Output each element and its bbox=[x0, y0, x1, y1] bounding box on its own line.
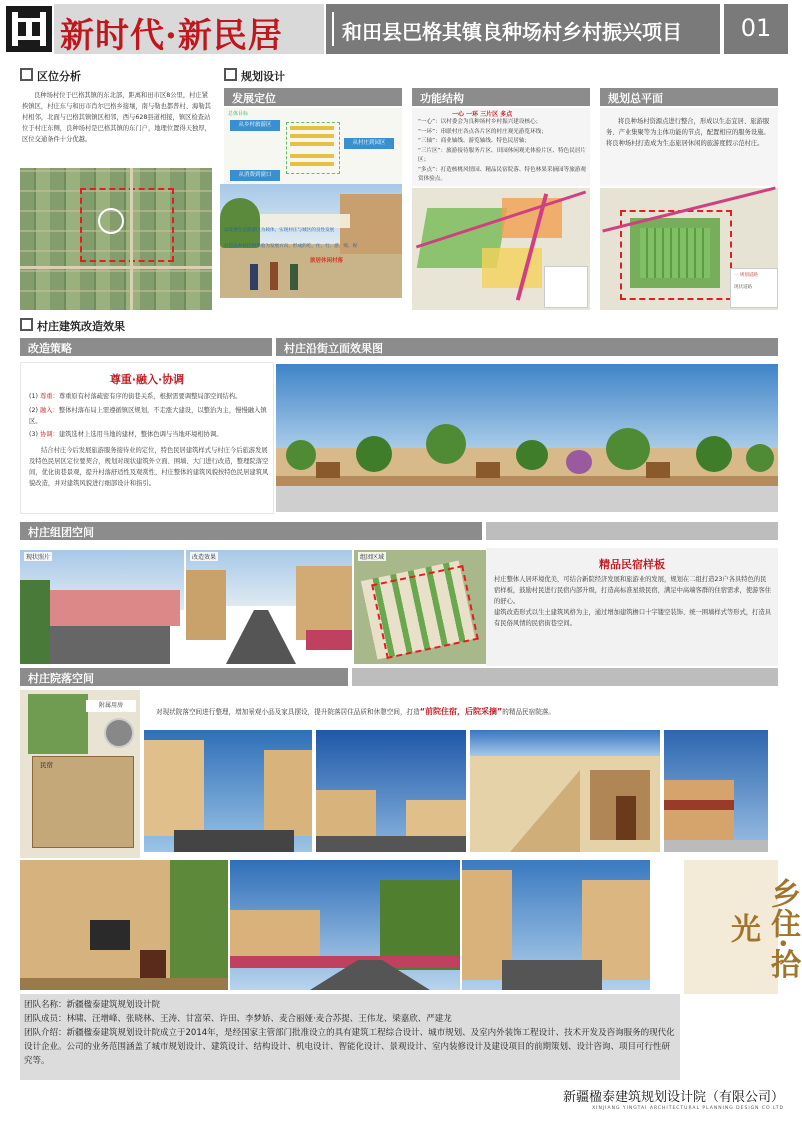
cluster-photo-existing bbox=[20, 550, 184, 664]
master-legend-1: 一 规划道路 bbox=[734, 273, 758, 278]
strategy-box bbox=[20, 362, 274, 514]
strategy-item-1: (1) 尊重：尊重原有村落疏密有序的街巷关系，根据需要调整局部空间结构。 bbox=[29, 393, 242, 400]
strategy-item-2: (2) 融入：整体村落布局上需遵循镇区规划，不走涨大建设，以整治为主，慢慢融入镇区。 bbox=[29, 407, 267, 425]
courtyard-photo-5 bbox=[20, 860, 228, 990]
courtyard-plan bbox=[20, 690, 140, 858]
master-plan-text: 将良种场村资源点进行整合，形成以生态宜居、旅游服务、产业集聚等为主体功能的节点，配置相应的服务设施。将良种场村打造成为生态旅居休闲的旅游度假示范村庄。 bbox=[606, 118, 770, 147]
homestay-box bbox=[486, 548, 778, 666]
courtyard-photo-1 bbox=[144, 730, 312, 852]
courtyard-photo-3 bbox=[470, 730, 660, 852]
location-text: 良种场村位于巴格其镇的东北部，距离和田市区8公里，村庄紧挨镇区，村庄东与和田市肖尔巴格乡接壤，南与勒也都普村、海勒其村相邻，北面与巴格其镇镇区相邻，西与628县道相接，镇区检查站位于村庄东侧，良种场村是巴格其镇的东门户，地理位置得天独厚，区位交通条件十分优越。 bbox=[22, 92, 211, 143]
cluster-photo2-tag: 改造效果 bbox=[192, 554, 217, 561]
function-structure-map bbox=[412, 188, 590, 310]
cluster-area-map bbox=[354, 550, 486, 664]
cluster-photo-renovated bbox=[186, 550, 352, 664]
tab-elevation: 村庄沿街立面效果图 bbox=[276, 338, 778, 356]
cluster-photo3-tag: 组团区域 bbox=[360, 554, 385, 561]
homestay-text: 村庄整体人居环境优美，可结合新院经济发展和旅游业的发展，规划在二组打造23户各具特色的民宿样板，鼓励村民进行民宿内部升级，打造高标准星级民宿，满足中高端客群的住宿需求，使游客住的舒心。 建筑改造形式以生土建筑风格为主，通过增加建筑檐口十字镂空装饰、统一围墙样式等形式，打造具有民俗风情的民宿街巷空间。 bbox=[494, 576, 772, 627]
street-elevation-rendering bbox=[276, 364, 778, 512]
location-satellite-map bbox=[20, 168, 212, 310]
section-heading-planning: 规划设计 bbox=[224, 68, 285, 84]
tab-courtyard: 村庄院落空间 bbox=[20, 668, 348, 686]
team-intro-line: 团队介绍：新疆楹泰建筑规划设计院成立于2014年，是经国家主管部门批准设立的具有建筑工程综合设计、城市规划、及室内外装饰工程设计、技术开发及咨询服务的现代化设计企业。公司的业务范围涵盖了城市规划设计、建筑设计、结构设计、机电设计、智能化设计、景观设计、室内装修设计及建设项目的前期策划、设计咨询、项目可行性研究等。 bbox=[24, 1028, 675, 1066]
master-legend-2: 现状道路 bbox=[734, 285, 752, 290]
strategy-paragraph: 结合村庄今后发展旅游服务接待业的定位，特色民居建筑样式与村庄今后旅游发展及特色民居区定位要契合，规划对现状建筑外立面、围墙、大门进行改造，整理院落空间，优化街巷景观，提升村落舒适性及观赏性，村庄整体的建筑风貌按特色民居建筑风貌改造，并对建筑风貌进行细部设计和指引。 bbox=[29, 447, 269, 487]
courtyard-photo-4 bbox=[664, 730, 768, 852]
tab-strategy: 改造策略 bbox=[20, 338, 272, 356]
brand-title: 新时代·新民居 bbox=[60, 16, 283, 56]
slogan-text: 乡住·拾光 bbox=[725, 877, 800, 979]
cluster-photo1-tag: 现状照片 bbox=[26, 554, 51, 561]
function-text: “一心”：以村委会为良种场村乡村振兴建设核心； “一环”：串联村庄各点各片区的村庄观光游览环线； “三轴”：商业轴线、游览轴线、特色民居轴； “三片区”：旅游接待服务片区、田园休闲观光体验片区、特色民居片区； “多点”：打造核桃风情园、精品民宿院落、特色林果采摘园等旅游观赏体验点。 bbox=[418, 119, 587, 182]
courtyard-photo-2 bbox=[316, 730, 466, 852]
team-members-line: 团队成员：林啸、汪增峰、张晓林、王涛、甘富荣、许田、李梦娇、麦合丽娅·麦合苏提、王伟龙、梁嘉欣、严建龙 bbox=[24, 1014, 452, 1024]
master-plan-text-box bbox=[600, 108, 778, 186]
title-bar bbox=[326, 4, 720, 54]
diagram-box-1: 从乡村旅游区 bbox=[230, 120, 280, 131]
diagram-box-3: 从消费到窗口 bbox=[230, 170, 280, 181]
brand-banner bbox=[54, 4, 324, 54]
section-heading-renovation: 村庄建筑改造效果 bbox=[20, 318, 125, 334]
page-number: 01 bbox=[740, 14, 772, 42]
tab-function-structure: 功能结构 bbox=[412, 88, 590, 106]
team-box bbox=[20, 994, 680, 1080]
team-name-line: 团队名称：新疆楹泰建筑规划设计院 bbox=[24, 1000, 161, 1010]
slogan-box bbox=[684, 860, 800, 994]
strategy-title: 尊重·融入·协调 bbox=[109, 373, 185, 386]
section-heading-location: 区位分析 bbox=[20, 68, 81, 84]
dev-caption-c: 旅居休闲村落 bbox=[310, 258, 344, 264]
diagram-title: 总体目标 bbox=[228, 111, 249, 117]
function-text-box bbox=[412, 108, 590, 186]
footer-company: 新疆楹泰建筑规划设计院（有限公司） bbox=[562, 1090, 784, 1105]
courtyard-photo-6 bbox=[230, 860, 460, 990]
dev-position-rendering bbox=[220, 184, 402, 298]
courtyard-photo-7 bbox=[462, 860, 650, 990]
company-logo bbox=[6, 6, 52, 52]
tab-dev-position: 发展定位 bbox=[224, 88, 402, 106]
homestay-title: 精品民宿样板 bbox=[599, 558, 665, 571]
plan-label-annex: 附属用房 bbox=[86, 700, 136, 712]
tab-cluster: 村庄组团空间 bbox=[20, 522, 482, 540]
cluster-tab-extension bbox=[486, 522, 778, 540]
strategy-item-3: (3) 协调：建筑选材上选用当地的建材，整体色调与当地环境相协调。 bbox=[29, 431, 223, 438]
diagram-box-2: 从村庄到园区 bbox=[344, 138, 394, 149]
footer-company-en: XINJIANG YINGTAI ARCHITECTURAL PLANNING DESIGN CO.LTD bbox=[592, 1106, 784, 1111]
dev-caption-b: 打造以乡村民俗体验为发展方向，形成的吃、住、行、游、购、娱 bbox=[224, 244, 358, 249]
plan-label-homestay: 民宿 bbox=[40, 761, 53, 769]
tab-master-plan: 规划总平面 bbox=[600, 88, 778, 106]
courtyard-tab-extension bbox=[352, 668, 778, 686]
dev-position-diagram bbox=[224, 108, 402, 184]
function-legend-title: 一心 一环 三片区 多点 bbox=[452, 111, 513, 118]
master-plan-map bbox=[600, 188, 778, 310]
project-title: 和田县巴格其镇良种场村乡村振兴项目 bbox=[342, 20, 682, 44]
page-number-box bbox=[724, 4, 788, 54]
courtyard-description: 对现状院落空间进行整理，增加景观小品及家具摆设，提升院落居住品质和休憩空间，打造“前院住宿，后院采摘”的精品民宿院落。 bbox=[156, 707, 556, 716]
dev-caption-a: 以发展生态旅游区为载体，实现村庄与城区的良性发展 bbox=[224, 228, 335, 233]
page-header bbox=[0, 0, 792, 58]
